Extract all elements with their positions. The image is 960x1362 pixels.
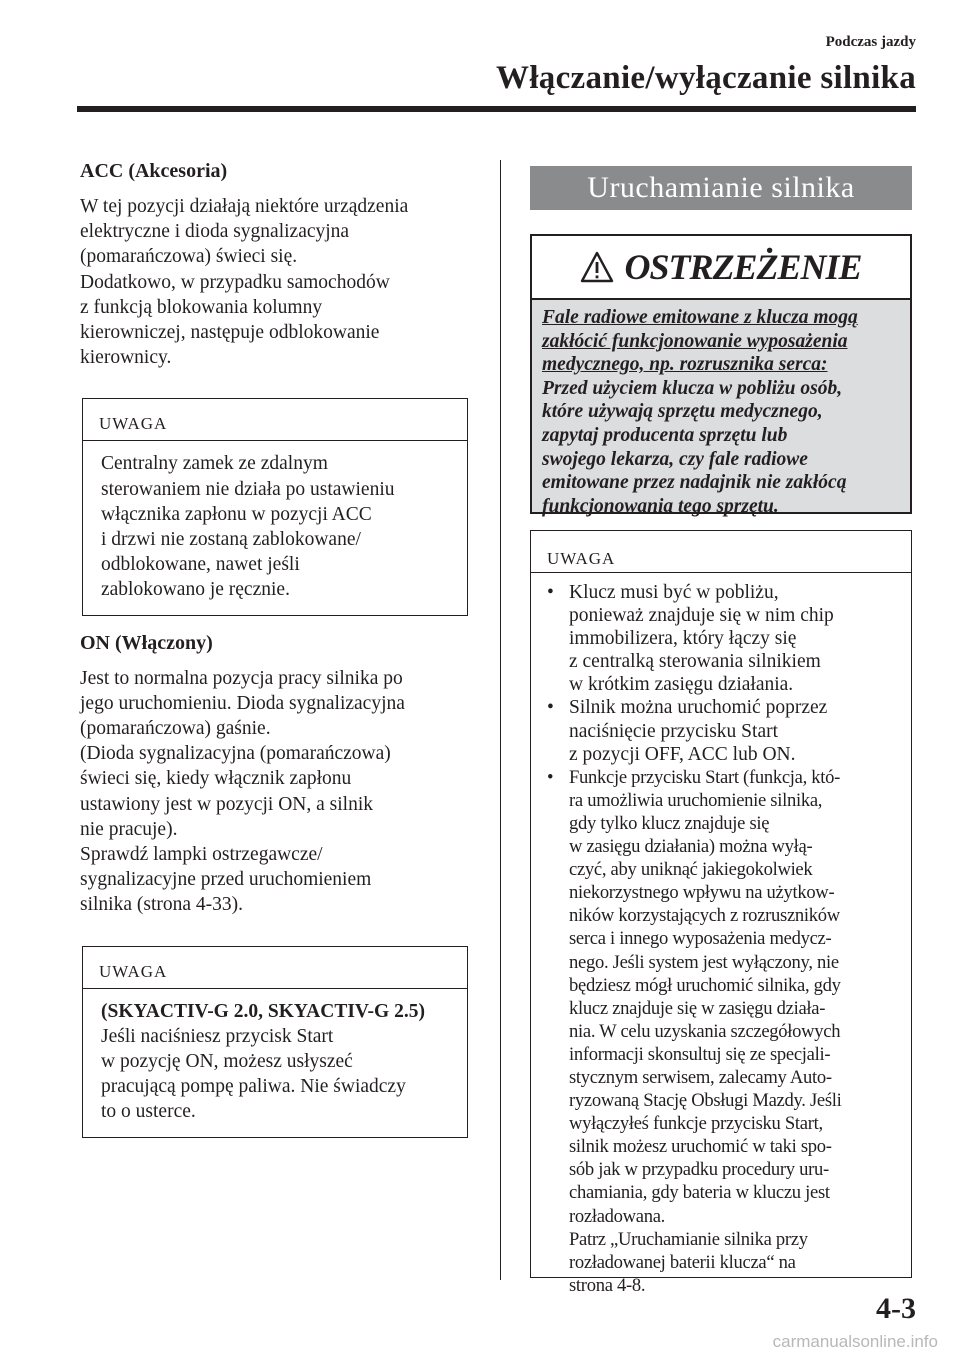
on-heading: ON (Włączony) [80, 631, 213, 654]
warning-line: swojego lekarza, czy fale radiowe [542, 448, 808, 470]
note-text: Jeśli naciśniesz przycisk Start w pozycję ON, możesz usłyszeć pracującą pompę paliwa. Nie świadczy to o usterce. [101, 1025, 406, 1123]
page-title: Włączanie/wyłączanie silnika [496, 60, 916, 96]
note-box-acc [82, 398, 468, 615]
list-item [547, 766, 901, 1297]
warning-text [532, 300, 910, 518]
watermark-text: carmanualsonline.info [772, 1332, 938, 1351]
column-divider [500, 160, 501, 1280]
section-banner: Uruchamianie silnika [530, 166, 912, 210]
note-title: UWAGA [83, 947, 467, 989]
bullet: • [547, 582, 554, 603]
note-title: UWAGA [531, 531, 911, 573]
warning-line: zakłócić funkcjonowanie wyposażenia [542, 330, 848, 352]
list-item [547, 581, 901, 696]
on-text: Jest to normalna pozycja pracy silnika po jego uruchomieniu. Dioda sygnalizacyjna (pomarańczowa) gaśnie. (Dioda sygnalizacyjna (pomarańczowa) świeci się, kiedy włącznik zapłonu ustawiony jest w pozycji ON, a silnik nie pracuje). Sprawdź lampki ostrzegawcze/ sygnalizacyjne przed uruchomieniem silnika (strona 4-33). [80, 667, 405, 916]
section-title: Podczas jazdy [825, 34, 916, 50]
list-item-text: Silnik można uruchomić poprzez naciśnięcie przycisku Start z pozycji OFF, ACC lub ON. [569, 697, 828, 765]
warning-triangle-icon [580, 251, 614, 283]
note-box-on [82, 946, 468, 1138]
warning-line: które używają sprzętu medycznego, [542, 401, 823, 423]
note-body: Centralny zamek ze zdalnym sterowaniem nie działa po ustawieniu włącznika zapłonu w pozycji ACC i drzwi nie zostaną zablokowane/ odblokowane, nawet jeśli zablokowano je ręcznie. [101, 453, 395, 601]
warning-header [532, 236, 910, 300]
warning-box [530, 234, 912, 517]
acc-heading: ACC (Akcesoria) [80, 160, 228, 182]
model-label: (SKYACTIV-G 2.0, SKYACTIV-G 2.5) [101, 1000, 425, 1022]
note-list [531, 573, 911, 1297]
warning-line: funkcjonowania tego sprzętu. [542, 495, 779, 517]
acc-text: W tej pozycji działają niektóre urządzenia elektryczne i dioda sygnalizacyjna (pomarańczowa) świeci się. Dodatkowo, w przypadku samochodów z funkcją blokowania kolumny kierowniczej, następuje odblokowanie kierownicy. [80, 196, 409, 369]
note-box-start [530, 530, 912, 1296]
warning-line: Przed użyciem klucza w pobliżu osób, [542, 377, 843, 399]
list-item-text: Funkcje przycisku Start (funkcja, któ- ra umożliwia uruchomienie silnika, gdy tylko klucz znajduje się w zasięgu działania) można wyłą- czyć, aby uniknąć jakiegokolwiek niekorzystnego wpływu na użytkow- ników korzystających z rozruszników serca i innego wyposażenia medycz- nego. Jeśli system jest wyłączony, nie będziesz mógł uruchomić silnika, gdy klucz znajduje się w zasięgu działa- nia. W celu uzyskania szczegółowych informacji skonsultuj się ze specjali- stycznym serwisem, zalecamy Auto- ryzowaną Stację Obsługi Mazdy. Jeśli wyłączyłeś funkcje przycisku Start, silnik możesz uruchomić w taki spo- sób jak w przypadku procedury uru- chamiania, gdy bateria w kluczu jest rozładowana. Patrz „Uruchamianie silnika przy rozładowanej baterii klucza“ na strona 4-8. [569, 766, 842, 1296]
warning-label: OSTRZEŻENIE [624, 247, 862, 287]
note-body [83, 989, 467, 1137]
bullet: • [547, 766, 554, 788]
list-item [547, 696, 901, 765]
left-column [80, 158, 472, 1138]
note-title: UWAGA [83, 399, 467, 441]
warning-line: medycznego, np. rozrusznika serca: [542, 354, 828, 376]
bullet: • [547, 697, 554, 719]
warning-line: zapytaj producenta sprzętu lub [542, 424, 788, 446]
warning-line: Fale radiowe emitowane z klucza mogą [542, 307, 858, 328]
header-rule [77, 106, 916, 112]
warning-line: emitowane przez nadajnik nie zakłócą [542, 472, 847, 494]
list-item-text: Klucz musi być w pobliżu, ponieważ znajduje się w nim chip immobilizera, który łączy się z centralką sterowania silnikiem w krótkim zasięgu działania. [569, 582, 834, 696]
page-number: 4-3 [876, 1292, 916, 1325]
